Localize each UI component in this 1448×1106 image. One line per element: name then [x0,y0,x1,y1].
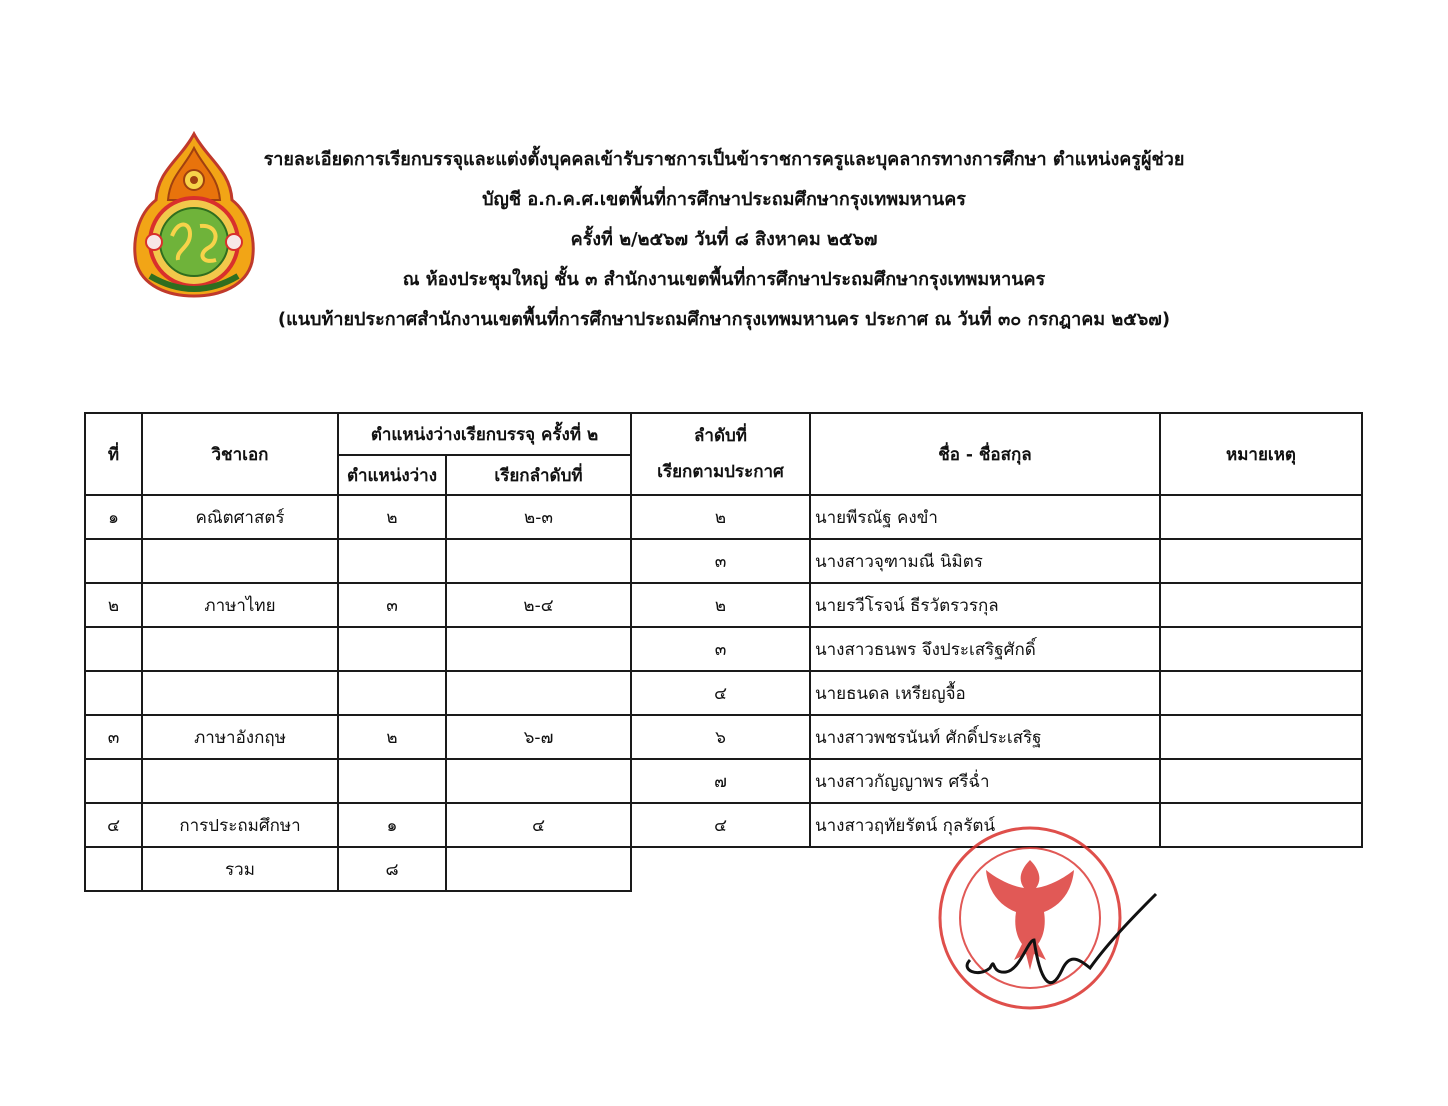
table-row [85,759,1362,803]
row-name: นางสาวพชรนันท์ ศักดิ์ประเสริฐ [810,715,1160,759]
total-blank [85,847,142,891]
row-remark [1160,803,1362,847]
row-call-order: ๔ [446,803,631,847]
document-header [240,140,1208,340]
row-name: นางสาวธนพร จึงประเสริฐศักดิ์ [810,627,1160,671]
row-rank: ๓ [631,627,810,671]
header-attachment-note: (แนบท้ายประกาศสำนักงานเขตพื้นที่การศึกษาประถมศึกษากรุงเทพมหานคร ประกาศ ณ วันที่ ๓๐ กรกฎาคม ๒๕๖๗) [277,309,1171,330]
header-title: รายละเอียดการเรียกบรรจุและแต่งตั้งบุคคลเข้ารับราชการเป็นข้าราชการครูและบุคลากรทางการศึกษา ตำแหน่งครูผู้ช่วย [263,149,1185,170]
row-call-order: ๒-๓ [446,495,631,539]
row-rank: ๗ [631,759,810,803]
table-row [85,627,1362,671]
row-name: นายธนดล เหรียญจื้อ [810,671,1160,715]
row-no [85,759,142,803]
row-remark [1160,495,1362,539]
header-venue: ณ ห้องประชุมใหญ่ ชั้น ๓ สำนักงานเขตพื้นที่การศึกษาประถมศึกษากรุงเทพมหานคร [402,269,1046,290]
header-rank [631,413,810,495]
row-call-order: ๖-๗ [446,715,631,759]
row-major: คณิตศาสตร์ [142,495,338,539]
row-remark [1160,715,1362,759]
table-row [85,539,1362,583]
row-vacancies [338,759,446,803]
table-row [85,803,1362,847]
table-row [85,583,1362,627]
header-major: วิชาเอก [142,413,338,495]
row-name: นายพีรณัฐ คงขำ [810,495,1160,539]
header-rank-line2: เรียกตามประกาศ [657,462,784,482]
official-seal-stamp-icon [930,820,1160,1010]
total-label: รวม [142,847,338,891]
row-no: ๓ [85,715,142,759]
header-positions-group: ตำแหน่งว่างเรียกบรรจุ ครั้งที่ ๒ [338,413,631,455]
row-vacancies [338,627,446,671]
total-call-order-blank [446,847,631,891]
row-name: นางสาวจุฑามณี นิมิตร [810,539,1160,583]
row-call-order [446,671,631,715]
row-no: ๑ [85,495,142,539]
table-row [85,715,1362,759]
header-session-date: ครั้งที่ ๒/๒๕๖๗ วันที่ ๘ สิงหาคม ๒๕๖๗ [570,229,878,250]
row-vacancies: ๒ [338,495,446,539]
row-remark [1160,539,1362,583]
row-major: การประถมศึกษา [142,803,338,847]
row-vacancies: ๑ [338,803,446,847]
header-list-name: บัญชี อ.ก.ค.ศ.เขตพื้นที่การศึกษาประถมศึกษากรุงเทพมหานคร [482,189,966,210]
row-major [142,759,338,803]
row-major: ภาษาไทย [142,583,338,627]
total-empty [631,847,810,891]
row-name: นายรวีโรจน์ ธีรวัตรวรกุล [810,583,1160,627]
header-remark: หมายเหตุ [1160,413,1362,495]
row-major [142,539,338,583]
row-rank: ๒ [631,583,810,627]
header-name: ชื่อ - ชื่อสกุล [810,413,1160,495]
row-vacancies [338,539,446,583]
total-empty [1160,847,1362,891]
total-vacancies: ๘ [338,847,446,891]
row-no [85,671,142,715]
row-major [142,671,338,715]
table-header-row [85,413,1362,455]
header-vacancies: ตำแหน่งว่าง [338,455,446,495]
row-rank: ๔ [631,803,810,847]
header-rank-line1: ลำดับที่ [693,426,747,446]
table-row [85,495,1362,539]
row-no: ๔ [85,803,142,847]
row-vacancies: ๒ [338,715,446,759]
row-call-order [446,539,631,583]
table-row [85,671,1362,715]
appointment-table [84,412,1363,892]
row-remark [1160,671,1362,715]
row-remark [1160,627,1362,671]
row-rank: ๒ [631,495,810,539]
row-no [85,627,142,671]
row-major [142,627,338,671]
row-rank: ๔ [631,671,810,715]
row-call-order: ๒-๔ [446,583,631,627]
row-rank: ๓ [631,539,810,583]
row-name: นางสาวฤทัยรัตน์ กุลรัตน์ [810,803,1160,847]
row-call-order [446,627,631,671]
row-remark [1160,583,1362,627]
row-vacancies: ๓ [338,583,446,627]
row-no: ๒ [85,583,142,627]
row-major: ภาษาอังกฤษ [142,715,338,759]
row-remark [1160,759,1362,803]
row-call-order [446,759,631,803]
header-no: ที่ [85,413,142,495]
table-total-row [85,847,1362,891]
row-rank: ๖ [631,715,810,759]
row-vacancies [338,671,446,715]
row-no [85,539,142,583]
row-name: นางสาวกัญญาพร ศรีฉ่ำ [810,759,1160,803]
header-call-order: เรียกลำดับที่ [446,455,631,495]
